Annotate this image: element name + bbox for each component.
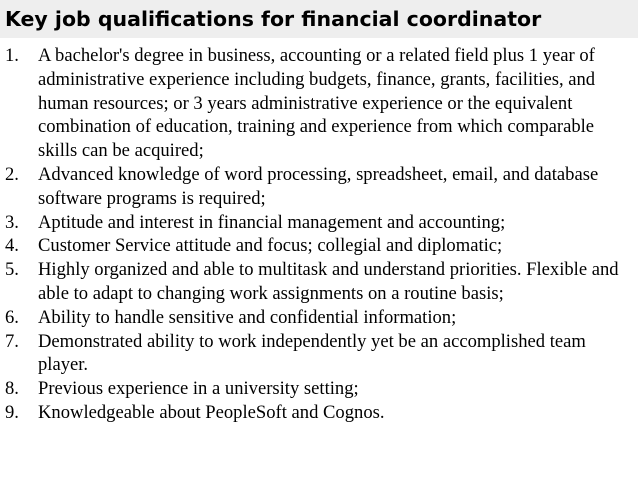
list-item-text: Customer Service attitude and focus; collegial and diplomatic; [38,235,503,257]
list-item-number: 5. [5,259,19,281]
list-item-number: 6. [5,306,19,328]
list-item-number: 7. [5,330,19,352]
list-item-text: Ability to handle sensitive and confidential information; [38,306,457,328]
list-item-number: 3. [5,211,19,233]
list-item [0,377,638,401]
title-bar [0,0,638,38]
qualifications-list [0,44,638,425]
list-item [0,306,638,330]
list-item-number: 9. [5,401,19,423]
page-title: Key job qualifications for financial coordinator [5,7,542,31]
list-item [0,211,638,235]
list-item-text: A bachelor's degree in business, accounting or a related field plus 1 year of administrative experience including budgets, finance, grants, facilities, and human resources; or 3 years administrative experience or the equivalent combination of education, training and experience from which comparable skills can be acquired; [38,45,596,162]
list-item [0,330,638,378]
list-item-text: Advanced knowledge of word processing, spreadsheet, email, and database software programs is required; [38,163,599,209]
list-item [0,163,638,211]
list-item-number: 4. [5,235,19,257]
list-item-text: Demonstrated ability to work independently yet be an accomplished team player. [38,330,586,376]
list-item [0,401,638,425]
list-item-number: 2. [5,163,19,185]
list-item [0,258,638,306]
list-item-text: Knowledgeable about PeopleSoft and Cognos. [38,401,385,423]
list-item-number: 1. [5,45,19,66]
list-item [0,44,638,163]
list-item [0,234,638,258]
list-item-text: Highly organized and able to multitask and understand priorities. Flexible and able to adapt to changing work assignments on a routine basis; [38,259,619,304]
list-item-text: Aptitude and interest in financial management and accounting; [38,211,506,233]
list-item-number: 8. [5,378,19,400]
list-item-text: Previous experience in a university setting; [38,378,359,400]
